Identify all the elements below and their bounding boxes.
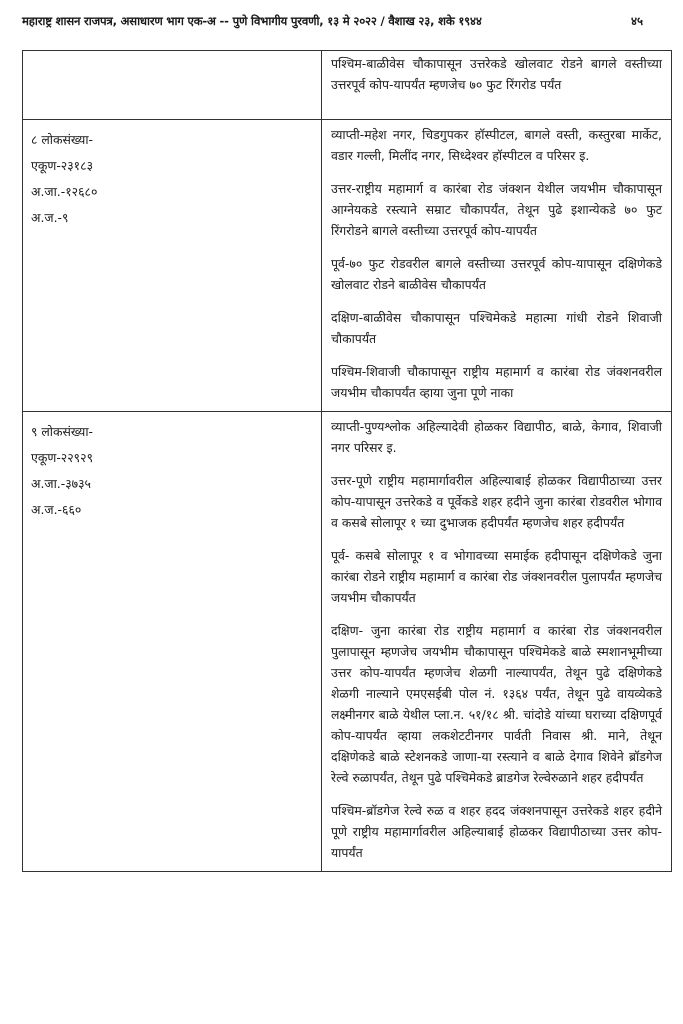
boundary-north: उत्तर-पूणे राष्ट्रीय महामार्गावरील अहिल्याबाई होळकर विद्यापीठाच्या उत्तर कोप-यापासून उत्तरेकडे व पूर्वेकडे शहर हदीने जुना कारंबा रोडवरील भोगाव व कसबे सोलापूर १ च्या दुभाजक हदीपर्यंत म्हणजेच शहर हदीपर्यंत [331,473,662,530]
boundary-east: पूर्व-७० फुट रोडवरील बागले वस्तीच्या उत्तरपूर्व कोप-यापासून दक्षिणेकडे खोलवाट रोडने बाळीवेस चौकापर्यंत [331,256,662,292]
boundary-description-cell [322,51,672,120]
boundary-north: उत्तर-राष्ट्रीय महामार्ग व कारंबा रोड जंक्शन येथील जयभीम चौकापासून आग्नेयकडे रस्त्याने सम्राट चौकापर्यंत, तेथून पुढे इशान्येकडे ७० फुट रिंगरोडने बागले वस्तीच्या उत्तरपूर्व कोप-यापर्यंत [331,181,662,238]
ward-population-st: अ.ज.-६६० [31,502,82,517]
ward-population-label: ९ लोकसंख्या- [31,424,93,439]
boundary-east: पूर्व- कसबे सोलापूर १ व भोगावच्या समाईक हदीपासून दक्षिणेकडे जुना कारंबा रोडने राष्ट्रीय महामार्ग व कारंबा रोड जंक्शनवरील पुलापर्यंत म्हणजेच जयभीम चौकापर्यंत [331,548,662,605]
gazette-title: महाराष्ट्र शासन राजपत्र, असाधारण भाग एक-अ -- पुणे विभागीय पुरवणी, १३ मे २०२२ / वैशाख २३, शके १९४४ [22,14,482,28]
ward-population-st: अ.ज.-९ [31,210,69,225]
boundary-extent: व्याप्ती-महेश नगर, चिडगुपकर हॉस्पीटल, बागले वस्ती, कस्तुरबा मार्केट, वडार गल्ली, मिलींद नगर, सिध्देश्वर हॉस्पीटल व परिसर इ. [331,127,662,163]
boundary-extent: व्याप्ती-पुण्यश्लोक अहिल्यादेवी होळकर विद्यापीठ, बाळे, केगाव, शिवाजी नगर परिसर इ. [331,419,662,455]
page-header [22,14,643,36]
ward-population-label: ८ लोकसंख्या- [31,132,93,147]
boundary-paragraph: पश्चिम-बाळीवेस चौकापासून उत्तरेकडे खोलवाट रोडने बागले वस्तीच्या उत्तरपूर्व कोप-यापर्यंत म्हणजेच ७० फुट रिंगरोड पर्यंत [331,56,662,92]
table-row [23,120,672,412]
ward-population-total: एकूण-२२९२९ [31,450,94,465]
page-number: ४५ [630,14,643,28]
boundary-south: दक्षिण- जुना कारंबा रोड राष्ट्रीय महामार्ग व कारंबा रोड जंक्शनवरील पुलापासून म्हणजेच जयभीम चौकापासून पश्चिमेकडे बाळे स्मशानभूमीच्या उत्तर कोप-यापर्यंत म्हणजेच शेळगी नाल्यापर्यंत, तेथून पुढे दक्षिणेकडे शेळगी नाल्याने एमएसईबी पोल नं. १३६४ पर्यंत, तेथून पुढे वायव्येकडे लक्ष्मीनगर बाळे येथील प्ला.न. ५१/१८ श्री. चांदोडे यांच्या घराच्या दक्षिणपूर्व कोप-यापर्यंत व्हाया लकशेटटीनगर पार्वती निवास श्री. माने, तेथून दक्षिणेकडे बाळे स्टेशनकडे जाणा-या रस्त्याने व बाळे देगाव शिवेने ब्रॉडगेज रेल्वे रुळापर्यंत, तेथून पुढे पश्चिमेकडे ब्राडगेज रेल्वेरुळाने शहर हदीपर्यंत [331,623,662,785]
boundary-south: दक्षिण-बाळीवेस चौकापासून पश्चिमेकडे महात्मा गांधी रोडने शिवाजी चौकापर्यंत [331,310,662,346]
boundary-west: पश्चिम-ब्रॉडगेज रेल्वे रुळ व शहर हदद जंक्शनपासून उत्तरेकडे शहर हदीने पूणे राष्ट्रीय महामार्गावरील अहिल्याबाई होळकर विद्यापीठाच्या उत्तर कोप-यापर्यंत [331,803,662,860]
ward-boundary-table [22,50,672,872]
table-row [23,412,672,872]
boundary-description-cell [322,120,672,412]
ward-info-cell [23,51,322,120]
boundary-description-cell [322,412,672,872]
ward-info-cell [23,120,322,412]
table-row [23,51,672,120]
boundary-west: पश्चिम-शिवाजी चौकापासून राष्ट्रीय महामार्ग व कारंबा रोड जंक्शनवरील जयभीम चौकापर्यंत व्हाया जुना पूणे नाका [331,364,662,400]
ward-population-sc: अ.जा.-१२६८० [31,184,98,199]
ward-population-sc: अ.जा.-३७३५ [31,476,91,491]
ward-info-cell [23,412,322,872]
ward-population-total: एकूण-२३१८३ [31,158,94,173]
